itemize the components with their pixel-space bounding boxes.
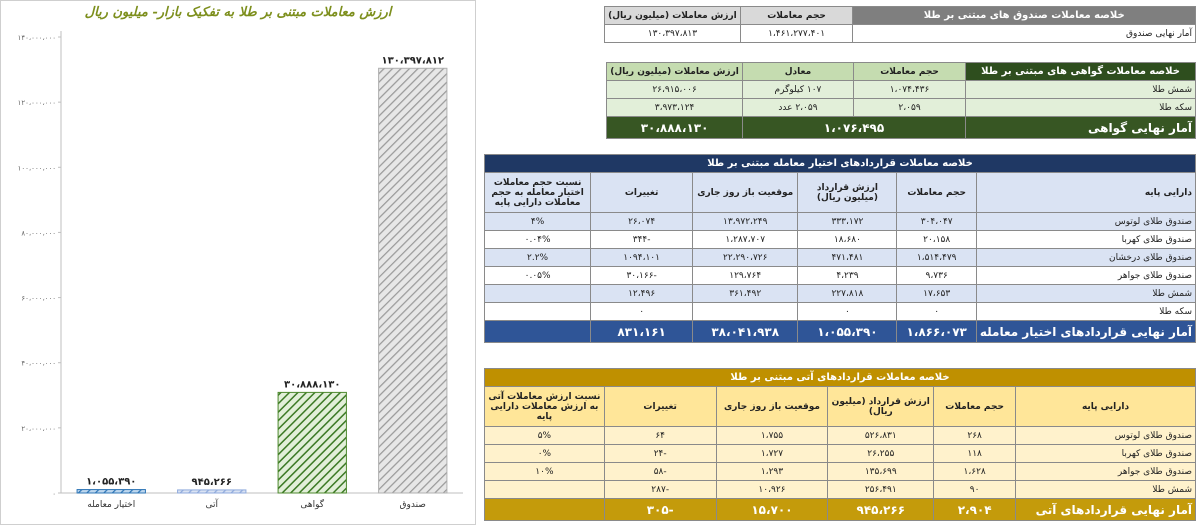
option-cell: ۱۰۹۴،۱۰۱	[591, 249, 693, 267]
option-cell: -۳۴۴	[591, 231, 693, 249]
option-total-cell: ۳۸،۰۴۱،۹۳۸	[693, 321, 798, 343]
fund-col-value: ارزش معاملات (میلیون ریال)	[605, 7, 741, 25]
option-cell: ۰	[798, 303, 897, 321]
option-cell: سکه طلا	[976, 303, 1195, 321]
option-cell	[485, 285, 591, 303]
table-row	[485, 267, 1196, 285]
cert-blank	[485, 81, 607, 99]
option-cell: صندوق طلای درخشان	[976, 249, 1195, 267]
bar	[278, 392, 346, 493]
cert-col-value: ارزش معاملات (میلیون ریال)	[607, 63, 743, 81]
option-total-label: آمار نهایی قراردادهای اختیار معامله	[976, 321, 1195, 343]
futures-total-row	[485, 499, 1196, 521]
cert-total-value: ۳۰،۸۸۸،۱۳۰	[607, 117, 743, 139]
option-header: دارایی پایه	[976, 173, 1195, 213]
bar	[178, 490, 246, 493]
option-cell: ۲.۲%	[485, 249, 591, 267]
table-row	[485, 481, 1196, 499]
option-cell: ۲۰،۱۵۸	[897, 231, 976, 249]
option-header: نسبت حجم معاملات اختیار معامله به حجم معاملات دارایی پایه	[485, 173, 591, 213]
option-cell: ۰	[591, 303, 693, 321]
table-row	[485, 213, 1196, 231]
option-total-cell: ۱،۰۵۵،۳۹۰	[798, 321, 897, 343]
futures-total-cell: ۹۴۵،۲۶۶	[828, 499, 934, 521]
bar	[77, 490, 145, 493]
option-total-cell: ۸۳۱،۱۶۱	[591, 321, 693, 343]
option-header: ارزش قرارداد (میلیون ریال)	[798, 173, 897, 213]
option-cell: ۱۲،۴۹۶	[591, 285, 693, 303]
fund-value: ۱۳۰،۳۹۷،۸۱۳	[605, 25, 741, 43]
futures-cell	[485, 481, 605, 499]
option-cell: ۹،۷۳۶	[897, 267, 976, 285]
y-tick-label: ۰	[52, 490, 56, 498]
option-total-row	[485, 321, 1196, 343]
cert-row-name: سکه طلا	[966, 99, 1196, 117]
futures-cell: ۱۰،۹۲۶	[716, 481, 828, 499]
y-tick-label: ۱۰۰،۰۰۰،۰۰۰	[17, 164, 56, 173]
futures-cell: ۱۰%	[485, 463, 605, 481]
cert-row-volume: ۲،۰۵۹	[854, 99, 966, 117]
option-cell: ۱۳،۹۷۲،۲۴۹	[693, 213, 798, 231]
x-tick-label: اختیار معامله	[87, 500, 136, 510]
option-cell: صندوق طلای کهربا	[976, 231, 1195, 249]
option-summary-table	[484, 154, 1196, 343]
option-table-title: خلاصه معاملات قراردادهای اختیار معامله مبتنی بر طلا	[485, 155, 1196, 173]
fund-blank	[485, 7, 605, 25]
option-cell: ۲۶،۰۷۴	[591, 213, 693, 231]
futures-cell: ۱،۲۹۳	[716, 463, 828, 481]
y-tick-label: ۶۰،۰۰۰،۰۰۰	[21, 294, 56, 303]
cert-col-volume: حجم معاملات	[854, 63, 966, 81]
y-tick-label: ۴۰،۰۰۰،۰۰۰	[21, 359, 56, 368]
option-cell: ۴۷۱،۴۸۱	[798, 249, 897, 267]
option-header: موقعیت باز روز جاری	[693, 173, 798, 213]
cert-blank	[485, 117, 607, 139]
option-cell: صندوق طلای جواهر	[976, 267, 1195, 285]
bar-chart	[1, 1, 475, 524]
table-row	[485, 427, 1196, 445]
cert-row-value: ۲۶،۹۱۵،۰۰۶	[607, 81, 743, 99]
option-cell: ۱،۲۸۷،۷۰۷	[693, 231, 798, 249]
futures-cell: -۲۸۷	[604, 481, 716, 499]
cert-row-equiv: ۲،۰۵۹ عدد	[742, 99, 853, 117]
futures-cell: شمش طلا	[1016, 481, 1196, 499]
futures-total-cell: ۱۵،۷۰۰	[716, 499, 828, 521]
summary-tables	[478, 0, 1200, 525]
fund-col-volume: حجم معاملات	[740, 7, 853, 25]
option-cell: -۳۰،۱۶۶	[591, 267, 693, 285]
futures-header: تغییرات	[604, 387, 716, 427]
futures-cell: ۶۴	[604, 427, 716, 445]
cert-total-row	[485, 117, 1196, 139]
option-cell: ۱۲۹،۷۶۴	[693, 267, 798, 285]
futures-cell: ۱۳۵،۶۹۹	[828, 463, 934, 481]
futures-cell: ۱،۷۲۷	[716, 445, 828, 463]
x-tick-label: آتی	[205, 500, 219, 510]
option-cell: ۴%	[485, 213, 591, 231]
option-cell: ۱۸،۶۸۰	[798, 231, 897, 249]
futures-cell: ۲۶۸	[934, 427, 1016, 445]
table-row	[485, 249, 1196, 267]
futures-cell: -۵۸	[604, 463, 716, 481]
fund-summary-table	[484, 6, 1196, 43]
futures-cell: ۵۲۶،۸۳۱	[828, 427, 934, 445]
futures-cell: ۹۰	[934, 481, 1016, 499]
x-tick-label: صندوق	[399, 500, 426, 510]
futures-header: دارایی پایه	[1016, 387, 1196, 427]
fund-volume: ۱،۴۶۱،۲۷۷،۴۰۱	[740, 25, 853, 43]
option-cell: ۰.۰۵%	[485, 267, 591, 285]
y-tick-label: ۱۲۰،۰۰۰،۰۰۰	[17, 99, 56, 108]
bar	[379, 68, 447, 493]
option-cell: ۰.۰۴%	[485, 231, 591, 249]
futures-header: موقعیت باز روز جاری	[716, 387, 828, 427]
option-cell: ۱۷،۶۵۳	[897, 285, 976, 303]
cert-blank	[485, 99, 607, 117]
option-cell: شمش طلا	[976, 285, 1195, 303]
futures-total-label: آمار نهایی قراردادهای آتی	[1016, 499, 1196, 521]
data-label: ۳۰،۸۸۸،۱۳۰	[284, 379, 341, 391]
option-header: حجم معاملات	[897, 173, 976, 213]
futures-table-title: خلاصه معاملات قراردادهای آتی مبتنی بر طلا	[485, 369, 1196, 387]
futures-cell: صندوق طلای کهربا	[1016, 445, 1196, 463]
table-row	[485, 303, 1196, 321]
y-tick-label: ۱۴۰،۰۰۰،۰۰۰	[17, 34, 56, 42]
y-tick-label: ۲۰،۰۰۰،۰۰۰	[21, 424, 56, 433]
data-label: ۹۴۵،۲۶۶	[191, 476, 232, 488]
option-cell: صندوق طلای لوتوس	[976, 213, 1195, 231]
futures-header: نسبت ارزش معاملات آتی به ارزش معاملات دارایی پایه	[485, 387, 605, 427]
cert-total-volume: ۱،۰۷۶،۴۹۵	[742, 117, 965, 139]
futures-cell: ۲۶،۲۵۵	[828, 445, 934, 463]
futures-cell: ۰%	[485, 445, 605, 463]
cert-col-equiv: معادل	[742, 63, 853, 81]
data-label: ۱،۰۵۵،۳۹۰	[86, 476, 137, 488]
x-tick-label: گواهی	[300, 500, 325, 510]
table-row	[485, 445, 1196, 463]
option-total-cell	[485, 321, 591, 343]
cert-row-volume: ۱،۰۷۴،۴۳۶	[854, 81, 966, 99]
futures-header: حجم معاملات	[934, 387, 1016, 427]
option-cell: ۰	[897, 303, 976, 321]
table-row	[485, 463, 1196, 481]
futures-summary-table	[484, 368, 1196, 521]
futures-cell: ۵%	[485, 427, 605, 445]
cert-blank	[485, 63, 607, 81]
futures-cell: صندوق طلای لوتوس	[1016, 427, 1196, 445]
table-row	[485, 231, 1196, 249]
fund-blank-2	[485, 25, 605, 43]
option-cell: ۴،۲۳۹	[798, 267, 897, 285]
option-cell: ۲۲۷،۸۱۸	[798, 285, 897, 303]
option-total-cell: ۱،۸۶۶،۰۷۳	[897, 321, 976, 343]
table-row	[485, 285, 1196, 303]
table-row	[485, 81, 1196, 99]
cert-total-label: آمار نهایی گواهی	[966, 117, 1196, 139]
futures-cell: -۲۴	[604, 445, 716, 463]
y-tick-label: ۸۰،۰۰۰،۰۰۰	[21, 229, 56, 238]
futures-cell: ۱،۷۵۵	[716, 427, 828, 445]
cert-row-value: ۳،۹۷۳،۱۲۴	[607, 99, 743, 117]
option-cell: ۳۶۱،۴۹۲	[693, 285, 798, 303]
option-header: تغییرات	[591, 173, 693, 213]
futures-total-cell: ۲،۹۰۴	[934, 499, 1016, 521]
option-cell: ۳۰۴،۰۴۷	[897, 213, 976, 231]
option-cell: ۲۲،۲۹۰،۷۲۶	[693, 249, 798, 267]
cert-row-equiv: ۱۰۷ کیلوگرم	[742, 81, 853, 99]
fund-row-label: آمار نهایی صندوق	[853, 25, 1196, 43]
futures-header: ارزش قرارداد (میلیون ریال)	[828, 387, 934, 427]
option-cell	[485, 303, 591, 321]
futures-cell: ۲۵۶،۴۹۱	[828, 481, 934, 499]
chart-title: ارزش معاملات مبتنی بر طلا به تفکیک بازار- میلیون ریال	[84, 5, 392, 20]
futures-cell: ۱،۶۲۸	[934, 463, 1016, 481]
table-row	[485, 99, 1196, 117]
futures-cell: ۱۱۸	[934, 445, 1016, 463]
certificate-summary-table	[484, 62, 1196, 139]
chart-panel	[0, 0, 476, 525]
option-cell	[693, 303, 798, 321]
option-cell: ۳۳۳،۱۷۲	[798, 213, 897, 231]
futures-total-cell: -۳۰۵	[604, 499, 716, 521]
data-label: ۱۳۰،۳۹۷،۸۱۲	[381, 55, 445, 67]
option-cell: ۱،۵۱۴،۴۷۹	[897, 249, 976, 267]
futures-total-cell	[485, 499, 605, 521]
cert-row-name: شمش طلا	[966, 81, 1196, 99]
fund-table-title: خلاصه معاملات صندوق های مبتنی بر طلا	[853, 7, 1196, 25]
futures-cell: صندوق طلای جواهر	[1016, 463, 1196, 481]
cert-table-title: خلاصه معاملات گواهی های مبتنی بر طلا	[966, 63, 1196, 81]
